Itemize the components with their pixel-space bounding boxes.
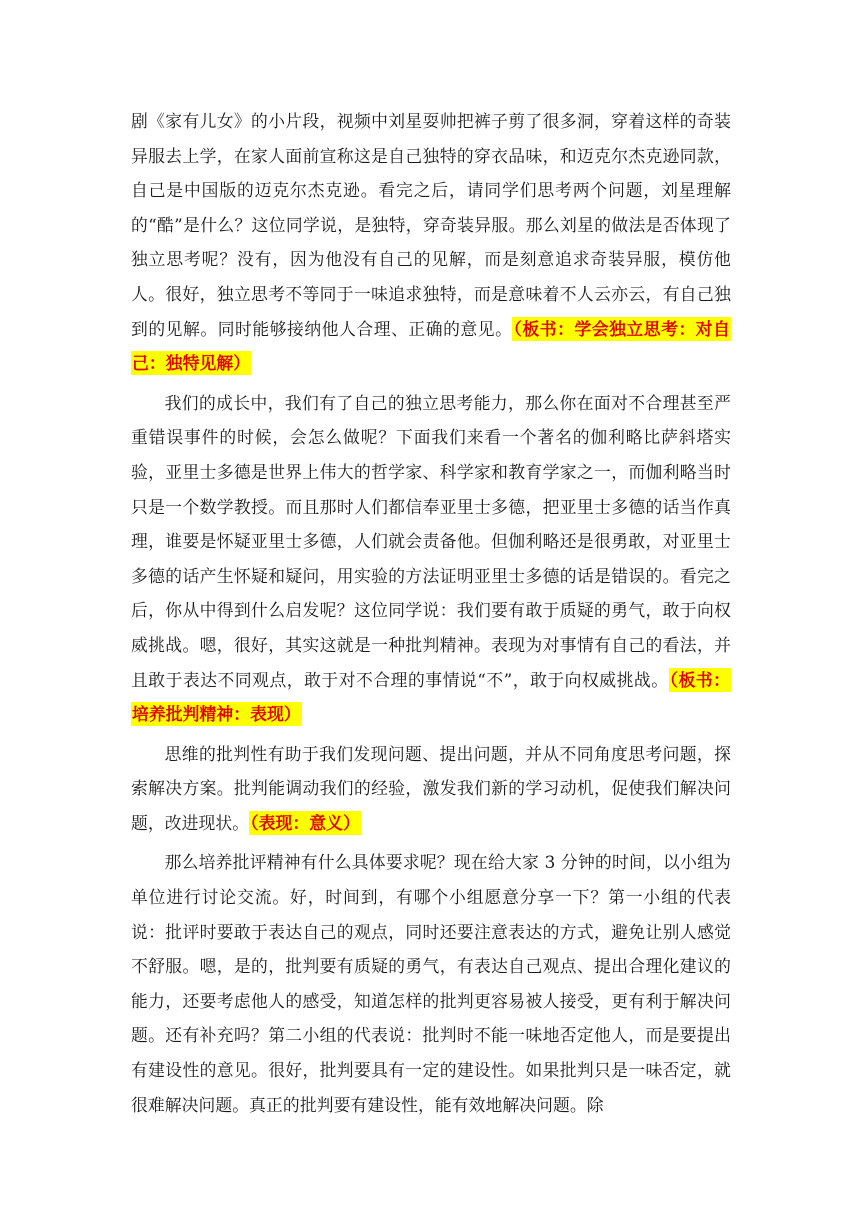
- paragraph-4: [131, 845, 731, 1122]
- paragraph-3: [131, 737, 731, 841]
- paragraph-3-text: 思维的批判性有助于我们发现问题、提出问题，并从不同角度思考问题，探索解决方案。批判能调动我们的经验，激发我们新的学习动机，促使我们解决问题，改进现状。: [131, 743, 731, 833]
- blackboard-note-critical-spirit: （板书：培养批判精神：表现）: [132, 669, 730, 725]
- blackboard-note-significance: （表现：意义）: [250, 812, 360, 833]
- paragraph-4-text: 那么培养批评精神有什么具体要求呢？现在给大家 3 分钟的时间，以小组为单位进行讨论交流。好，时间到，有哪个小组愿意分享一下？第一小组的代表说：批评时要敢于表达自己的观点，同时还要注意表达的方式，避免让别人感觉不舒服。嗯，是的，批判要有质疑的勇气，有表达自己观点、提出合理化建议的能力，还要考虑他人的感受，知道怎样的批判更容易被人接受，更有利于解决问题。还有补充吗？第二小组的代表说：批判时不能一味地否定他人，而是要提出有建设性的意见。很好，批判要具有一定的建设性。如果批判只是一味否定，就很难解决问题。真正的批判要有建设性，能有效地解决问题。除: [131, 852, 731, 1115]
- paragraph-2-text: 我们的成长中，我们有了自己的独立思考能力，那么你在面对不合理甚至严重错误事件的时候，会怎么做呢？下面我们来看一个著名的伽利略比萨斜塔实验，亚里士多德是世界上伟大的哲学家、科学家和教育学家之一，而伽利略当时只是一个数学教授。而且那时人们都信奉亚里士多德，把亚里士多德的话当作真理，谁要是怀疑亚里士多德，人们就会责备他。但伽利略还是很勇敢，对亚里士多德的话产生怀疑和疑问，用实验的方法证明亚里士多德的话是错误的。看完之后，你从中得到什么启发呢？这位同学说：我们要有敢于质疑的勇气，敢于向权威挑战。嗯，很好，其实这就是一种批判精神。表现为对事情有自己的看法，并且敢于表达不同观点，敢于对不合理的事情说“不”，敢于向权威挑战。: [131, 392, 731, 690]
- paragraph-2: [131, 386, 731, 732]
- paragraph-1: [131, 104, 731, 381]
- paragraph-1-text: 剧《家有儿女》的小片段，视频中刘星耍帅把裤子剪了很多洞，穿着这样的奇装异服去上学，在家人面前宣称这是自己独特的穿衣品味，和迈克尔杰克逊同款，自己是中国版的迈克尔杰克逊。看完之后，请同学们思考两个问题，刘星理解的“酷”是什么？这位同学说，是独特，穿奇装异服。那么刘星的做法是否体现了独立思考呢？没有，因为他没有自己的见解，而是刻意追求奇装异服，模仿他人。很好，独立思考不等同于一味追求独特，而是意味着不人云亦云，有自己独到的见解。同时能够接纳他人合理、正确的意见。: [131, 111, 731, 339]
- blackboard-note-independent-thinking: （板书：学会独立思考：对自己：独特见解）: [132, 318, 731, 374]
- document-body: [131, 104, 731, 1122]
